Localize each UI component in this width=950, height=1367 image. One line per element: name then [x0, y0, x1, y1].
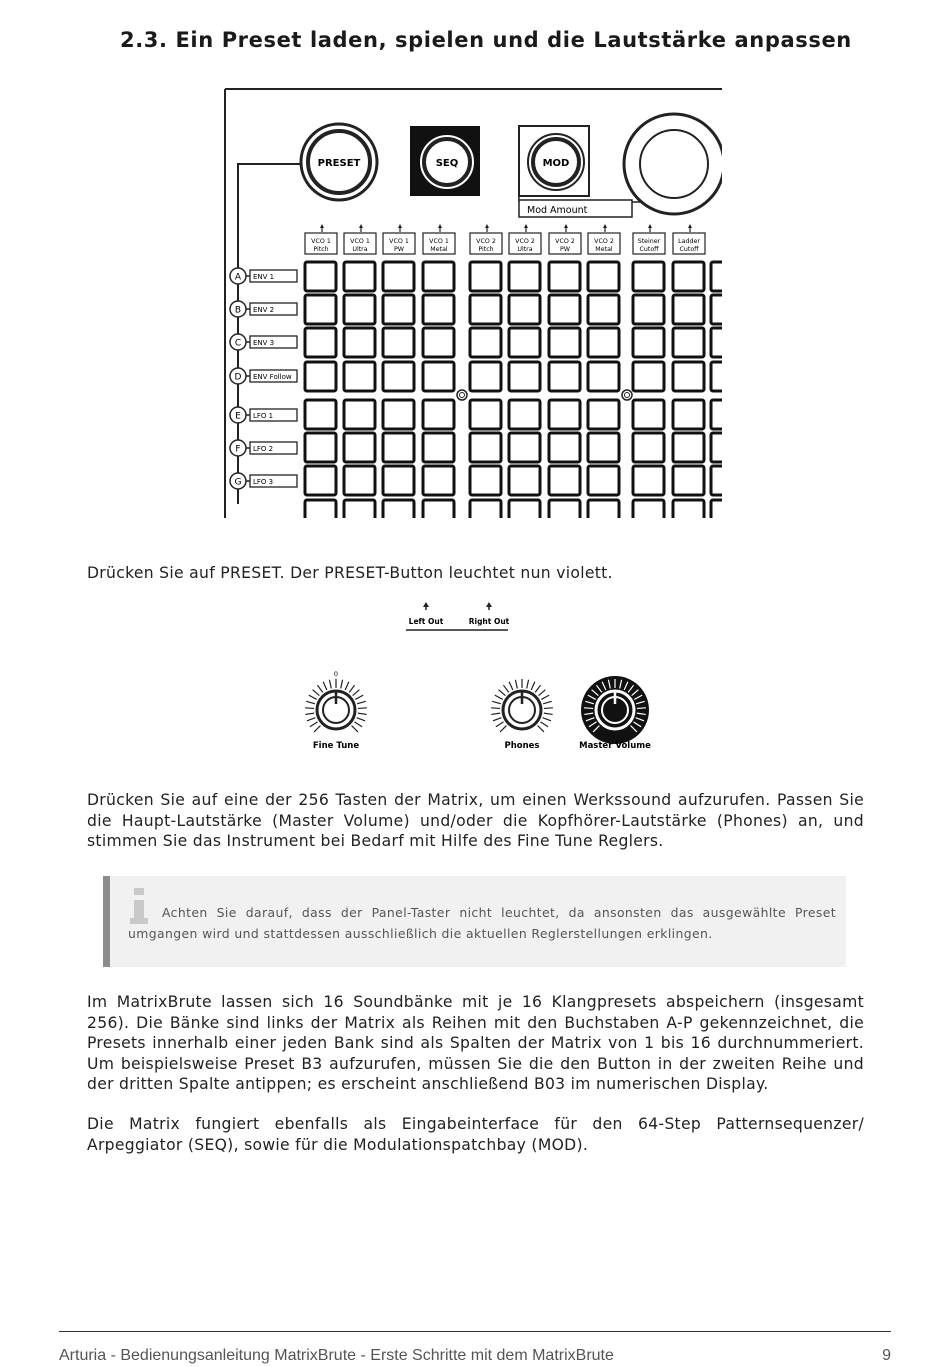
- knob-tick: [539, 690, 546, 696]
- matrix-button: [509, 500, 540, 518]
- matrix-button: [549, 466, 580, 495]
- matrix-button: [673, 295, 704, 324]
- matrix-button: [423, 295, 454, 324]
- matrix-button: [549, 433, 580, 462]
- matrix-button: [423, 433, 454, 462]
- left-out-label: Left Out: [408, 617, 444, 626]
- matrix-button: [588, 362, 619, 391]
- column-label-top: Ladder: [678, 238, 700, 245]
- matrix-button: [588, 295, 619, 324]
- knob-tick: [305, 713, 314, 714]
- matrix-button: [344, 295, 375, 324]
- fine-tune-label: Fine Tune: [312, 741, 360, 751]
- knob-tick: [492, 701, 501, 704]
- matrix-button: [509, 466, 540, 495]
- column-label-bottom: Cutoff: [679, 246, 699, 253]
- knob-tick: [500, 726, 506, 732]
- row-label: LFO 3: [253, 478, 274, 486]
- matrix-button: [588, 500, 619, 518]
- matrix-button: [344, 433, 375, 462]
- matrix-button: [673, 328, 704, 357]
- knob-tick: [355, 695, 363, 699]
- row-label: LFO 1: [253, 412, 274, 420]
- matrix-button: [383, 262, 414, 291]
- knob-tick: [495, 695, 503, 699]
- knob-tick: [323, 682, 327, 690]
- matrix-button: [633, 400, 664, 429]
- mod-button-label: MOD: [542, 158, 570, 169]
- matrix-button: [711, 500, 722, 518]
- matrix-button: [711, 466, 722, 495]
- knob-tick: [349, 685, 354, 692]
- row-label: ENV 1: [253, 273, 275, 281]
- matrix-button: [588, 328, 619, 357]
- matrix-button: [383, 328, 414, 357]
- row-label: ENV 2: [253, 306, 275, 314]
- knob-tick: [491, 708, 500, 709]
- matrix-button: [470, 466, 501, 495]
- matrix-button: [711, 262, 722, 291]
- matrix-button: [383, 362, 414, 391]
- column-label-top: VCO 1: [350, 238, 370, 245]
- knob-tick: [544, 708, 553, 709]
- knob-tick: [310, 722, 318, 727]
- matrix-button: [673, 400, 704, 429]
- matrix-button: [549, 362, 580, 391]
- knob-tick: [527, 680, 529, 689]
- matrix-button: [383, 400, 414, 429]
- row-letter: G: [234, 477, 242, 488]
- matrix-button: [673, 262, 704, 291]
- matrix-button: [633, 433, 664, 462]
- matrix-button: [633, 500, 664, 518]
- matrix-button: [633, 466, 664, 495]
- seq-button-graphic: [410, 126, 480, 196]
- row-letter: D: [234, 372, 242, 383]
- master-volume-label: Master Volume: [579, 741, 651, 751]
- paragraph-3: Im MatrixBrute lassen sich 16 Soundbänke mit je 16 Klangpresets abspeichern (insgesamt 256). Die Bänke sind links der Matrix als Reihen mit den Buchstaben A-P gekennzeichnet, die Presets innerhalb einer jeden Bank sind als Spalten der Matrix von 1 bis 16 durchnummeriert. Um beispielsweise Preset B3 aufzurufen, müssen Sie die den Button in der zweiten Reihe und der dritten Spalte antippen; es erscheint anschließend B03 im numerischen Display.: [87, 993, 864, 1094]
- knob-tick: [341, 680, 343, 689]
- button-matrix: [230, 224, 722, 518]
- matrix-button: [711, 362, 722, 391]
- matrix-button: [549, 262, 580, 291]
- matrix-button: [470, 400, 501, 429]
- column-label-top: VCO 1: [429, 238, 449, 245]
- knob-tick: [538, 726, 544, 732]
- row-label: ENV Follow: [253, 373, 292, 381]
- matrix-button: [470, 262, 501, 291]
- matrix-button: [673, 433, 704, 462]
- knob-tick: [314, 726, 320, 732]
- column-label-bottom: Ultra: [517, 246, 533, 253]
- matrix-button: [470, 328, 501, 357]
- matrix-button: [344, 262, 375, 291]
- matrix-button: [305, 295, 336, 324]
- matrix-button: [423, 362, 454, 391]
- knob-tick: [544, 713, 553, 714]
- knob-tick: [305, 708, 314, 709]
- page-number: 9: [882, 1347, 891, 1364]
- matrix-button: [423, 500, 454, 518]
- knob-tick: [543, 718, 551, 721]
- matrix-button: [305, 466, 336, 495]
- matrix-panel-figure: [222, 86, 722, 518]
- matrix-button: [423, 400, 454, 429]
- matrix-button: [470, 362, 501, 391]
- matrix-button: [549, 328, 580, 357]
- column-label-bottom: Pitch: [478, 246, 494, 253]
- seq-button-label: SEQ: [435, 158, 459, 169]
- matrix-button: [673, 500, 704, 518]
- knob-tick: [493, 718, 501, 721]
- row-letter: B: [234, 305, 242, 316]
- matrix-button: [470, 433, 501, 462]
- matrix-button: [305, 433, 336, 462]
- matrix-button: [344, 500, 375, 518]
- matrix-button: [383, 295, 414, 324]
- matrix-button: [588, 466, 619, 495]
- matrix-button: [711, 433, 722, 462]
- master-volume-knob: [581, 676, 649, 744]
- matrix-button: [509, 328, 540, 357]
- knob-tick: [637, 708, 646, 709]
- matrix-button: [509, 433, 540, 462]
- row-letter: C: [234, 338, 242, 349]
- knob-tick: [515, 680, 517, 689]
- column-label-top: VCO 2: [515, 238, 535, 245]
- column-label-bottom: Cutoff: [639, 246, 659, 253]
- knob-tick: [352, 726, 358, 732]
- column-label-bottom: Metal: [430, 246, 448, 253]
- matrix-button: [305, 328, 336, 357]
- matrix-button: [509, 400, 540, 429]
- row-letter: A: [234, 272, 242, 283]
- matrix-button: [423, 328, 454, 357]
- knob-tick: [543, 701, 552, 704]
- matrix-button: [509, 262, 540, 291]
- knob-tick: [491, 713, 500, 714]
- matrix-button: [344, 362, 375, 391]
- column-label-top: VCO 2: [555, 238, 575, 245]
- matrix-button: [633, 328, 664, 357]
- paragraph-4: Die Matrix fungiert ebenfalls als Eingabeinterface für den 64-Step Patternsequenzer/ Arpeggiator (SEQ), sowie für die Modulationspatchbay (MOD).: [87, 1115, 864, 1154]
- mod-amount-label: Mod Amount: [527, 205, 588, 216]
- column-label-top: VCO 1: [389, 238, 409, 245]
- knob-tick: [357, 701, 366, 704]
- matrix-button: [344, 400, 375, 429]
- column-label-bottom: Pitch: [313, 246, 329, 253]
- matrix-button: [344, 328, 375, 357]
- matrix-button: [588, 400, 619, 429]
- knob-tick: [309, 695, 317, 699]
- paragraph-1: Drücken Sie auf PRESET. Der PRESET-Button leuchtet nun violett.: [87, 564, 613, 582]
- matrix-button: [383, 500, 414, 518]
- row-letter: E: [235, 411, 241, 422]
- matrix-button: [470, 500, 501, 518]
- knob-tick: [358, 708, 367, 709]
- matrix-button: [711, 328, 722, 357]
- knob-tick: [503, 685, 508, 692]
- knob-tick: [307, 718, 315, 721]
- matrix-button: [673, 362, 704, 391]
- knob-tick: [496, 722, 504, 727]
- knob-tick: [329, 680, 331, 689]
- matrix-button: [305, 500, 336, 518]
- matrix-button: [673, 466, 704, 495]
- matrix-button: [549, 400, 580, 429]
- matrix-button: [633, 362, 664, 391]
- knob-tick: [541, 695, 549, 699]
- matrix-button: [423, 466, 454, 495]
- knob-tick: [358, 713, 367, 714]
- matrix-button: [305, 262, 336, 291]
- preset-button-label: PRESET: [317, 158, 361, 169]
- matrix-button: [423, 262, 454, 291]
- row-letter: F: [235, 444, 241, 455]
- matrix-button: [509, 362, 540, 391]
- matrix-button: [633, 295, 664, 324]
- knob-tick: [541, 722, 549, 727]
- info-note: [103, 876, 846, 967]
- right-out-label: Right Out: [468, 617, 510, 626]
- section-heading: 2.3. Ein Preset laden, spielen und die Lautstärke anpassen: [120, 28, 852, 52]
- knob-tick: [345, 682, 349, 690]
- footer-title: Arturia - Bedienungsanleitung MatrixBrute - Erste Schritte mit dem MatrixBrute: [59, 1347, 614, 1364]
- knob-tick: [357, 718, 365, 721]
- matrix-button: [549, 295, 580, 324]
- knob-tick: [499, 690, 506, 696]
- phones-label: Phones: [504, 741, 540, 751]
- matrix-button: [633, 262, 664, 291]
- matrix-button: [588, 262, 619, 291]
- knob-tick: [317, 685, 322, 692]
- matrix-button: [305, 362, 336, 391]
- matrix-button: [383, 466, 414, 495]
- column-label-top: VCO 2: [476, 238, 496, 245]
- column-label-top: Steiner: [637, 238, 661, 245]
- knob-tick: [584, 708, 593, 709]
- knob-tick: [313, 690, 320, 696]
- knob-tick: [306, 701, 315, 704]
- row-label: ENV 3: [253, 339, 275, 347]
- knob-tick: [353, 690, 360, 696]
- matrix-button: [344, 466, 375, 495]
- matrix-button: [509, 295, 540, 324]
- column-label-bottom: Ultra: [352, 246, 368, 253]
- zero-mark: 0: [333, 670, 339, 678]
- footer-divider: [59, 1331, 891, 1332]
- column-label-bottom: Metal: [595, 246, 613, 253]
- note-text: Achten Sie darauf, dass der Panel-Taster nicht leuchtet, da ansonsten das ausgewählte Preset umgangen wird und stattdessen ausschließlich die aktuellen Reglerstellungen erklingen.: [128, 905, 836, 941]
- row-label: LFO 2: [253, 445, 274, 453]
- column-label-bottom: PW: [559, 246, 571, 253]
- column-label-top: VCO 1: [311, 238, 331, 245]
- matrix-button: [470, 295, 501, 324]
- column-label-top: VCO 2: [594, 238, 614, 245]
- knob-tick: [355, 722, 363, 727]
- matrix-button: [711, 295, 722, 324]
- paragraph-2: Drücken Sie auf eine der 256 Tasten der Matrix, um einen Werkssound aufzurufen. Passen Sie die Haupt-Lautstärke (Master Volume) und/oder die Kopfhörer-Lautstärke (Phones) an, und stimmen Sie das Instrument bei Bedarf mit Hilfe des Fine Tune Reglers.: [87, 791, 864, 851]
- knobs-figure: [296, 600, 666, 760]
- knob-tick: [509, 682, 513, 690]
- matrix-button: [588, 433, 619, 462]
- fine-tune-knob: [305, 679, 367, 732]
- column-label-bottom: PW: [393, 246, 405, 253]
- phones-knob: [491, 679, 553, 732]
- preset-button-graphic: [301, 124, 377, 200]
- matrix-button: [305, 400, 336, 429]
- knob-tick: [535, 685, 540, 692]
- matrix-button: [549, 500, 580, 518]
- matrix-button: [383, 433, 414, 462]
- knob-tick: [531, 682, 535, 690]
- matrix-button: [711, 400, 722, 429]
